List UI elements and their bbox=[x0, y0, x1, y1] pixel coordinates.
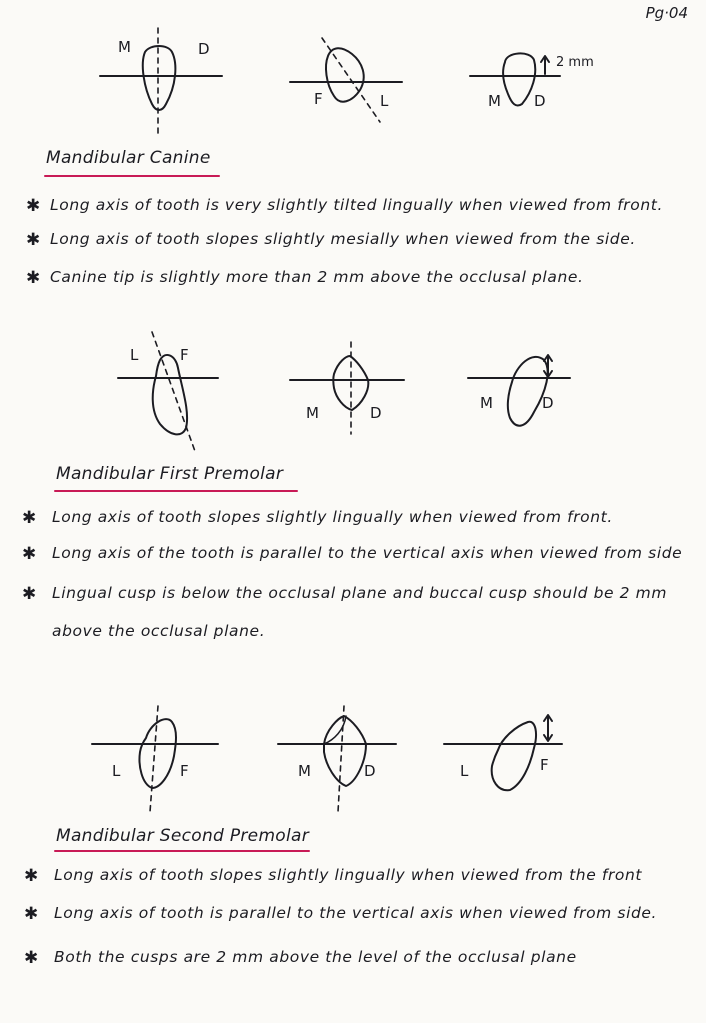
first-premolar-heading-underline bbox=[54, 490, 298, 492]
bullet-icon: ✱ bbox=[24, 948, 39, 968]
bullet-icon: ✱ bbox=[24, 866, 39, 886]
canine-gap-label: 2 mm bbox=[556, 55, 594, 70]
second-premolar-diagram-svg bbox=[0, 700, 706, 820]
bullet-icon: ✱ bbox=[26, 230, 41, 250]
bullet-icon: ✱ bbox=[26, 268, 41, 288]
canine-cusp-distal-label: D bbox=[534, 92, 546, 110]
canine-heading-underline bbox=[44, 175, 220, 177]
second-premolar-side-view bbox=[92, 706, 218, 812]
second-premolar-side-facial-label: F bbox=[180, 762, 189, 780]
first-premolar-cusp-distal-label: D bbox=[542, 394, 554, 412]
canine-front-mesial-label: M bbox=[118, 38, 131, 56]
second-premolar-front-mesial-label: M bbox=[298, 762, 311, 780]
second-premolar-cusp-view bbox=[444, 715, 562, 790]
canine-cusp-mesial-label: M bbox=[488, 92, 501, 110]
canine-diagram-svg bbox=[0, 0, 706, 150]
first-premolar-diagram-svg bbox=[0, 320, 706, 460]
first-premolar-heading: Mandibular First Premolar bbox=[56, 464, 284, 484]
page-number: Pg·04 bbox=[645, 4, 688, 22]
first-premolar-cusp-view bbox=[468, 355, 570, 426]
first-premolar-side-lingual-label: L bbox=[130, 346, 139, 364]
second-premolar-cusp-facial-label: F bbox=[540, 756, 549, 774]
first-premolar-front-distal-label: D bbox=[370, 404, 382, 422]
first-premolar-front-mesial-label: M bbox=[306, 404, 319, 422]
first-premolar-note-continuation: above the occlusal plane. bbox=[52, 622, 266, 640]
bullet-icon: ✱ bbox=[26, 196, 41, 216]
canine-front-distal-label: D bbox=[198, 40, 210, 58]
second-premolar-front-view bbox=[278, 706, 396, 812]
first-premolar-front-view bbox=[290, 342, 404, 434]
second-premolar-heading-underline bbox=[54, 850, 310, 852]
second-premolar-heading: Mandibular Second Premolar bbox=[56, 826, 310, 846]
first-premolar-cusp-mesial-label: M bbox=[480, 394, 493, 412]
bullet-icon: ✱ bbox=[22, 584, 37, 604]
bullet-icon: ✱ bbox=[22, 508, 37, 528]
canine-cusp-height-view bbox=[470, 53, 594, 110]
canine-front-view bbox=[100, 28, 222, 138]
canine-side-view bbox=[290, 38, 402, 122]
second-premolar-cusp-lingual-label: L bbox=[460, 762, 469, 780]
canine-diagrams bbox=[0, 0, 706, 150]
bullet-icon: ✱ bbox=[22, 544, 37, 564]
second-premolar-side-lingual-label: L bbox=[112, 762, 121, 780]
second-premolar-front-distal-label: D bbox=[364, 762, 376, 780]
second-premolar-diagrams bbox=[0, 700, 706, 820]
canine-side-lingual-label: L bbox=[380, 92, 389, 110]
canine-heading: Mandibular Canine bbox=[46, 148, 211, 168]
notes-page: Pg·04 M D F L 2 mm M D Mandibular Canine ✱ Long axis of tooth is very slightly tilted lingually when viewed from front. ✱ Long axis of tooth slopes slightly mesially when viewed from the side. ✱ Canine tip is slightly more than 2 mm above the occlusal plane. L F M D M D Mandibular First Premolar ✱ Long axis of tooth slopes slightly lingually when viewed from front. ✱ Long axis of the tooth is parallel to the vertical axis when viewed from side ✱ Lingual cusp is below the occlusal plane and buccal cusp should be 2 mm above the occlusal plane. L F M D L F Mandibular Second Premolar ✱ Long axis of tooth slopes slightly lingually when viewed from the front ✱ Long axis of tooth is parallel to the vertical axis when viewed from side. ✱ Both the cusps are 2 mm above the level of the occlusal plane bbox=[0, 0, 706, 1023]
first-premolar-side-facial-label: F bbox=[180, 346, 189, 364]
canine-side-facial-label: F bbox=[314, 90, 323, 108]
first-premolar-diagrams bbox=[0, 320, 706, 460]
bullet-icon: ✱ bbox=[24, 904, 39, 924]
first-premolar-side-view bbox=[118, 332, 218, 454]
